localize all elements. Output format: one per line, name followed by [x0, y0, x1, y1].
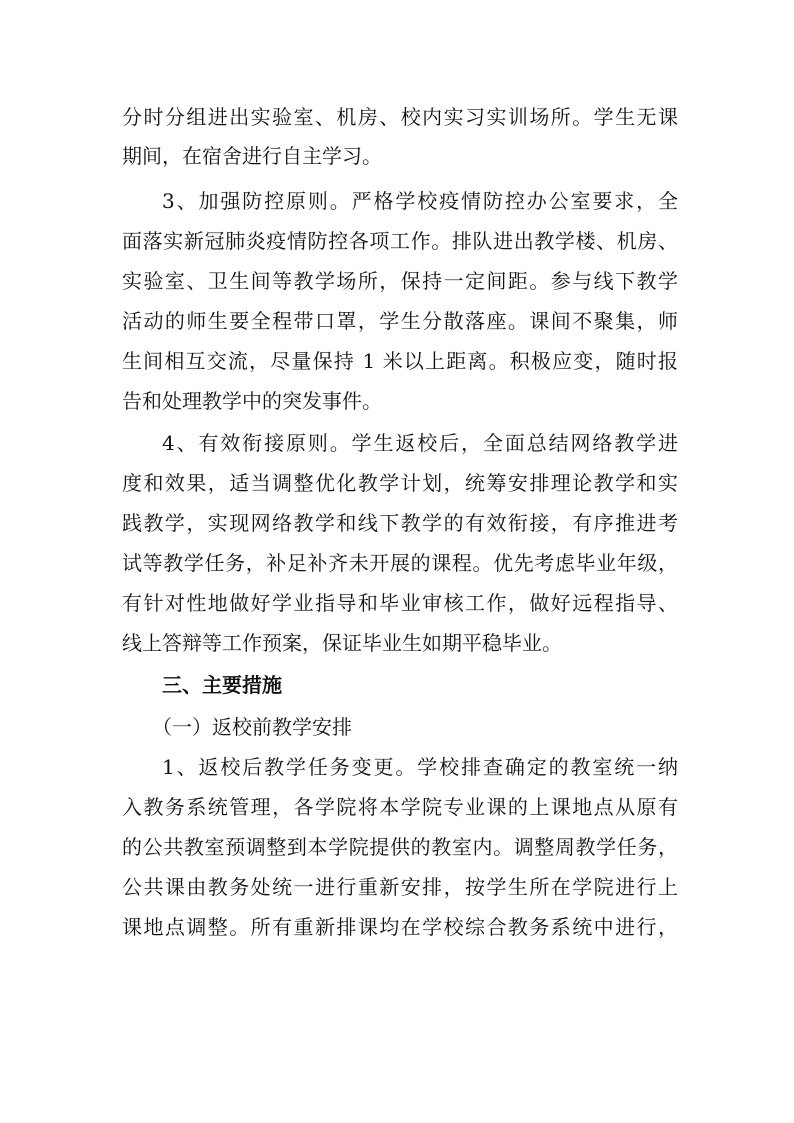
paragraph-line: 实验室、卫生间等教学场所，保持一定间距。参与线下教学 — [122, 269, 678, 293]
paragraph-line: 面落实新冠肺炎疫情防控各项工作。排队进出教学楼、机房、 — [122, 229, 678, 253]
paragraph-line: 1、返校后教学任务变更。学校排查确定的教室统一纳 — [162, 755, 678, 779]
paragraph-line: 入教务系统管理，各学院将本学院专业课的上课地点从原有 — [122, 795, 678, 819]
paragraph-line: 线上答辩等工作预案，保证毕业生如期平稳毕业。 — [122, 631, 562, 655]
paragraph-line: 公共课由教务处统一进行重新安排，按学生所在学院进行上 — [122, 875, 678, 899]
paragraph-line: 分时分组进出实验室、机房、校内实习实训场所。学生无课 — [122, 105, 678, 129]
paragraph-line: 4、有效衔接原则。学生返校后，全面总结网络教学进 — [162, 431, 678, 455]
paragraph-line: 践教学，实现网络教学和线下教学的有效衔接，有序推进考 — [122, 511, 678, 535]
paragraph-line: 课地点调整。所有重新排课均在学校综合教务系统中进行， — [122, 915, 678, 939]
paragraph-line: 期间，在宿舍进行自主学习。 — [122, 144, 382, 168]
paragraph-line: 生间相互交流，尽量保持 1 米以上距离。积极应变，随时报 — [122, 349, 678, 373]
paragraph-line: 有针对性地做好学业指导和毕业审核工作，做好远程指导、 — [122, 591, 678, 615]
section-heading: 三、主要措施 — [162, 673, 282, 697]
paragraph-line: 活动的师生要全程带口罩，学生分散落座。课间不聚集，师 — [122, 309, 678, 333]
subsection-heading: （一）返校前教学安排 — [152, 715, 352, 739]
paragraph-line: 3、加强防控原则。严格学校疫情防控办公室要求，全 — [162, 189, 678, 213]
paragraph-line: 告和处理教学中的突发事件。 — [122, 389, 382, 413]
paragraph-line: 的公共教室预调整到本学院提供的教室内。调整周教学任务， — [122, 835, 678, 859]
paragraph-line: 试等教学任务，补足补齐未开展的课程。优先考虑毕业年级， — [122, 551, 678, 575]
paragraph-line: 度和效果，适当调整优化教学计划，统筹安排理论教学和实 — [122, 471, 678, 495]
